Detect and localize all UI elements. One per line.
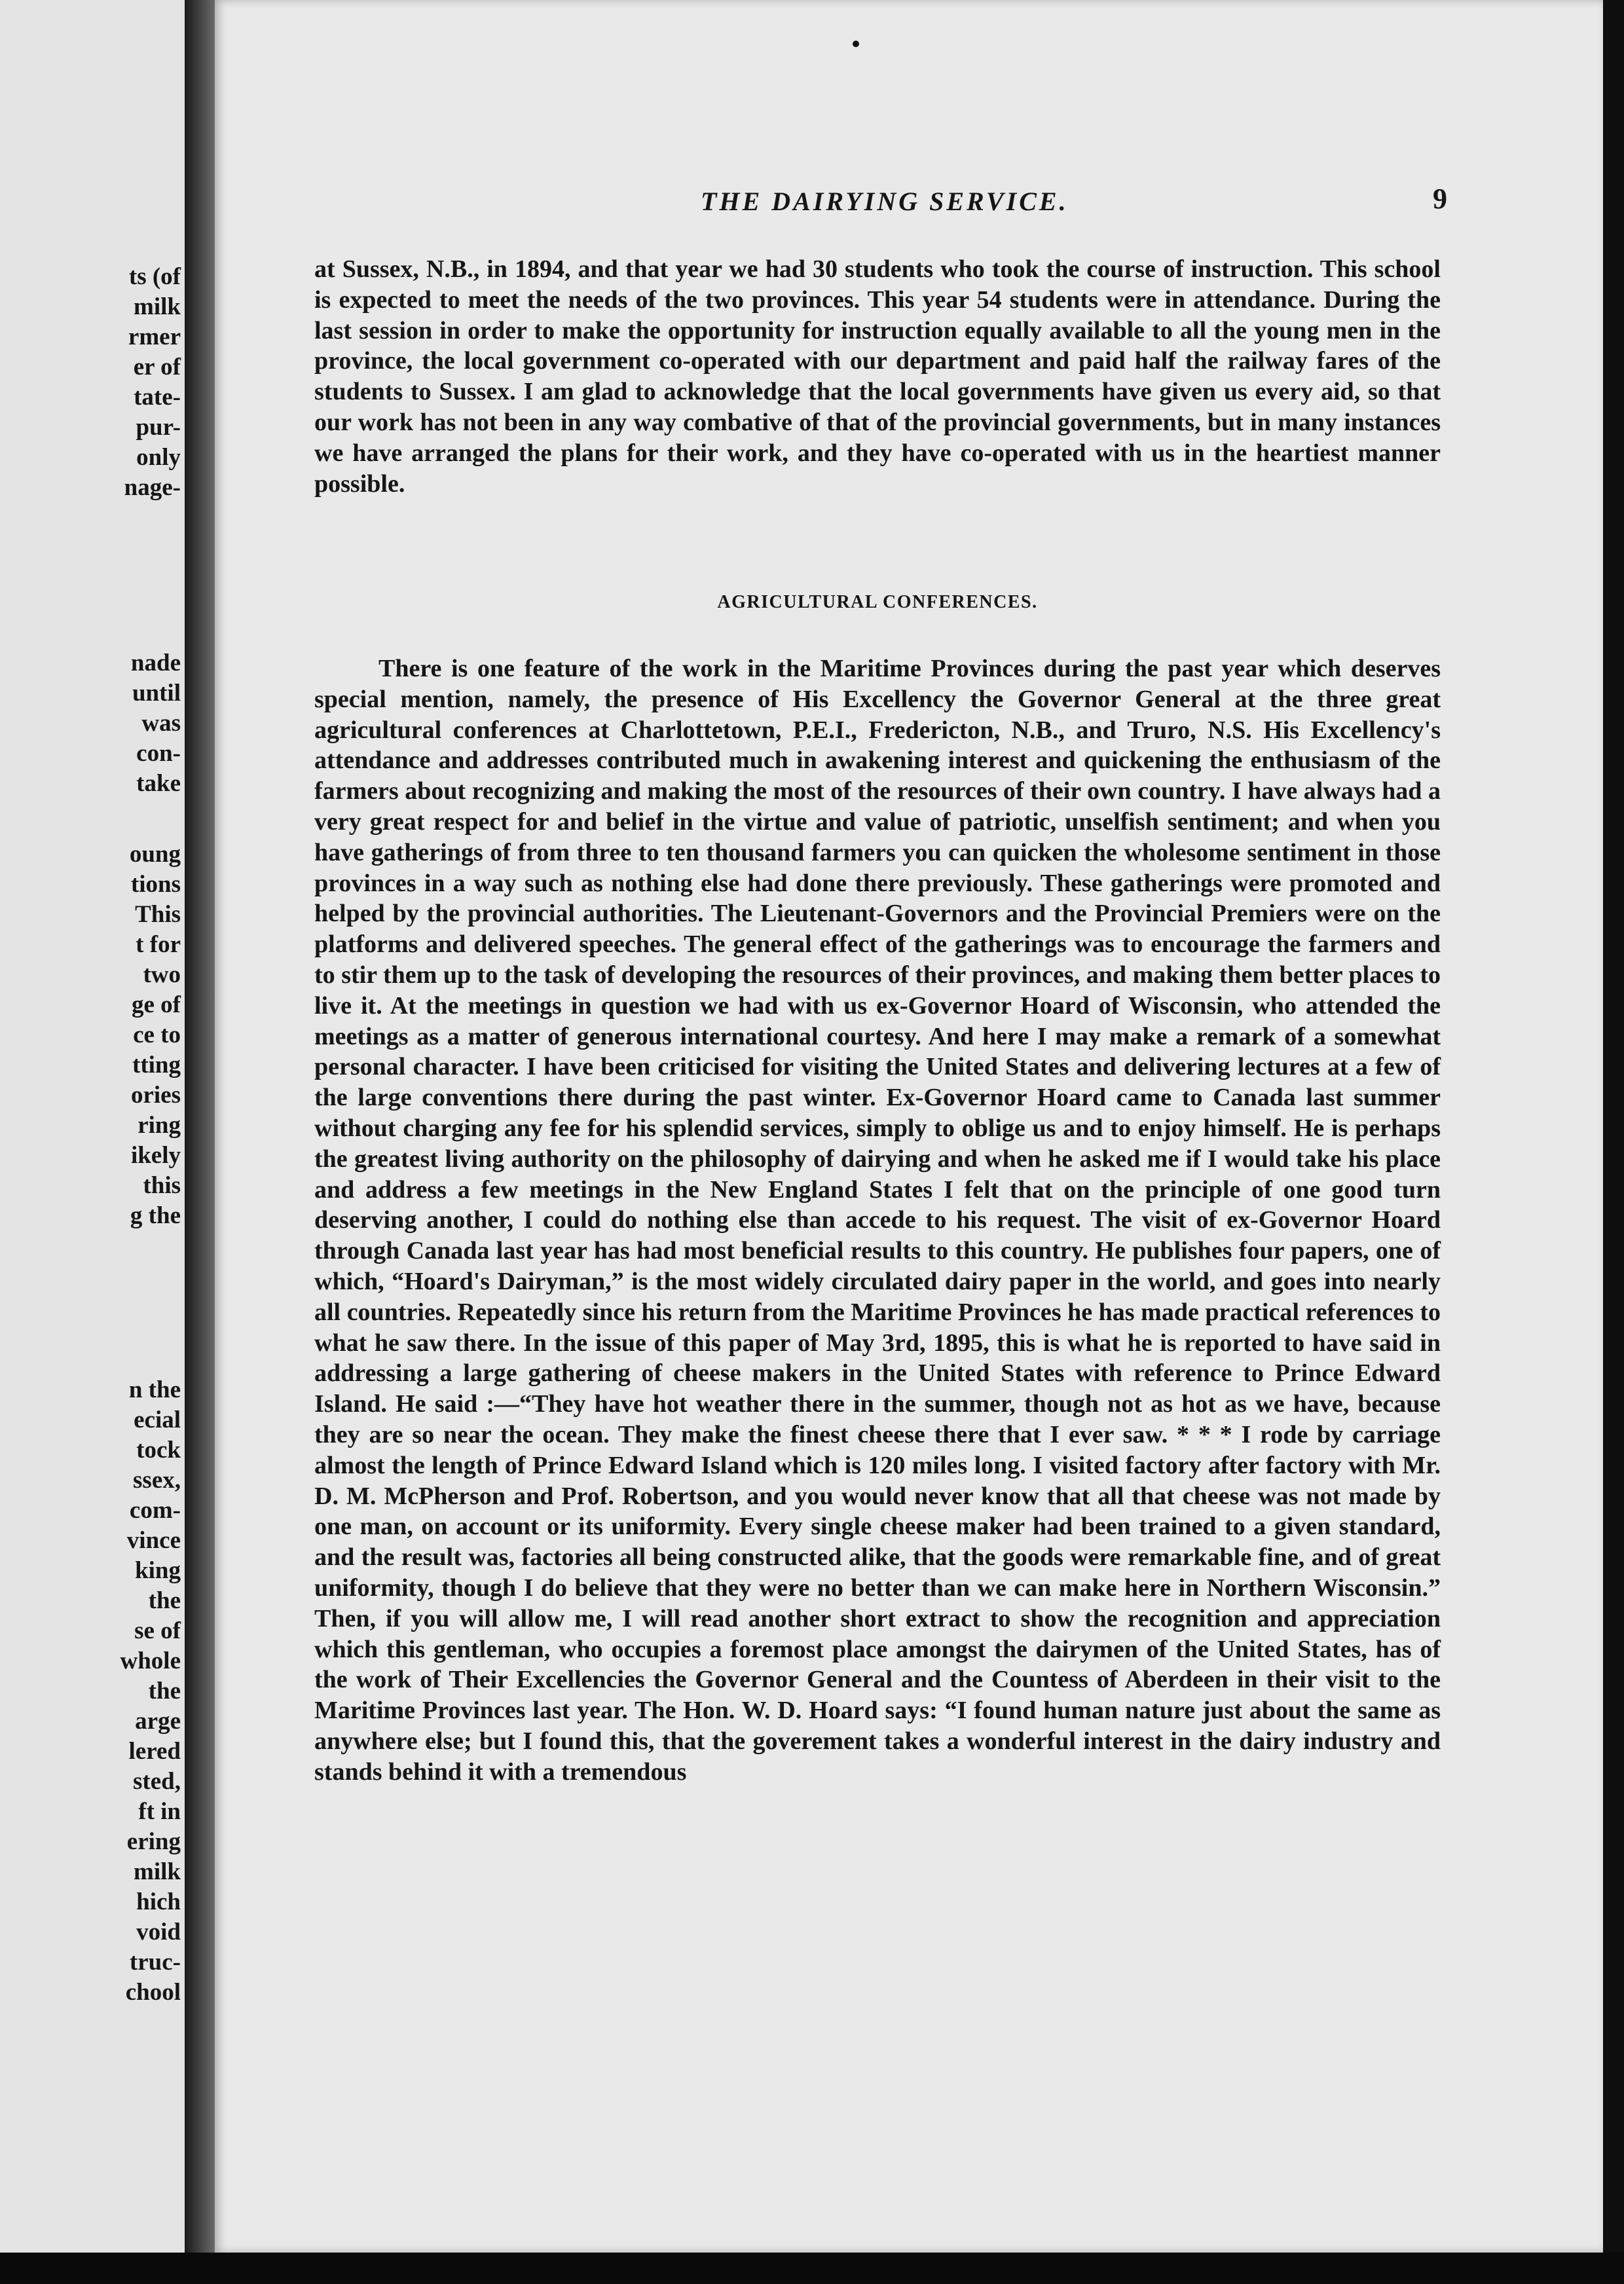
left-page-fragment-line: tock — [136, 1437, 181, 1464]
left-page-fragment-line: ts (of — [128, 263, 181, 290]
left-page-fragment-line: se of — [134, 1617, 181, 1644]
left-page-fragment-line: was — [141, 710, 181, 737]
left-page-fragment-line: sted, — [133, 1768, 181, 1795]
left-page-fragment-line: tions — [130, 871, 181, 898]
left-page-fragment-line: hich — [136, 1888, 181, 1915]
left-page-fragment-line: n the — [128, 1376, 181, 1403]
body-text — [314, 254, 1441, 1787]
left-page-fragment-line: whole — [120, 1648, 181, 1674]
left-page-fragment-line: ssex, — [133, 1467, 181, 1494]
paragraph-agricultural-conferences: There is one feature of the work in the Maritime Provinces during the past year which deserves special mention, namely, the presence of His Excellency the Governor General at the three great agricultural conferences at Charlottetown, P.E.I., Fredericton, N.B., and Truro, N.S. His Excellency's attendance and addresses contributed much in awakening interest and quickening the enthusiasm of the farmers about recognizing and making the most of the resources of their own country. I have always had a very great respect for and belief in the virtue and value of patriotic, unselfish sentiment; and when you have gatherings of from three to ten thousand farmers you can quicken the wholesome sentiment in those provinces in a way such as nothing else had done there previously. These gatherings were promoted and helped by the provincial authorities. The Lieutenant-Governors and the Provincial Premiers were on the platforms and delivered speeches. The general effect of the gatherings was to encourage the farmers and to stir them up to the task of developing the resources of their provinces, and making them better places to live it. At the meetings in question we had with us ex-Governor Hoard of Wisconsin, who attended the meetings as a matter of generous international courtesy. And here I may make a remark of a somewhat personal character. I have been criticised for visiting the United States and delivering lectures at a few of the large conventions there during the past winter. Ex-Governor Hoard came to Canada last summer without charging any fee for his splendid services, simply to oblige us and to enjoy himself. He is perhaps the greatest living authority on the philosophy of dairying and when he asked me if I would take his place and address a few meetings in the New England States I felt that on the principle of one good turn deserving another, I could do nothing else than accede to his request. The visit of ex-Governor Hoard through Canada last year has had most beneficial results to this country. He publishes four papers, one of which, “Hoard's Dairyman,” is the most widely circulated dairy paper in the world, and goes into nearly all countries. Repeatedly since his return from the Maritime Provinces he has made practical references to what he saw there. In the issue of this paper of May 3rd, 1895, this is what he is reported to have said in addressing a large gathering of cheese makers in the United States with reference to Prince Edward Island. He said :—“They have hot weather there in the summer, though not as hot as we have, because they are so near the ocean. They make the finest cheese there that I ever saw. * * * I rode by carriage almost the length of Prince Edward Island which is 120 miles long. I visited factory after factory with Mr. D. M. McPherson and Prof. Robertson, and you would never know that all that cheese was not made by one man, on account or its uniformity. Every single cheese maker had been trained to a given standard, and the result was, factories all being constructed alike, that the goods were remarkable fine, and of great uniformity, though I do believe that they were no better than we can make here in Northern Wisconsin.” Then, if you will allow me, I will read another short extract to show the recognition and appreciation which this gentleman, who occupies a foremost place amongst the dairymen of the United States, has of the work of Their Excellencies the Governor General and the Countess of Aberdeen in their visit to the Maritime Provinces last year. The Hon. W. D. Hoard says: “I found human nature just about the same as anywhere else; but I found this, that the goverement takes a wonderful interest in the dairy industry and stands behind it with a tremendous — [314, 655, 1441, 1786]
left-page-fragment-line: the — [148, 1587, 181, 1614]
left-page-fragment-line: truc- — [129, 1949, 181, 1976]
left-page-fragment-line: two — [143, 961, 181, 988]
left-page-fragment-line: ering — [126, 1828, 181, 1855]
left-page-fragment-line: ce to — [133, 1022, 181, 1048]
left-page-fragment-line: con- — [136, 740, 181, 767]
left-page-fragment-line: until — [132, 680, 181, 707]
left-page-fragment-line: ories — [130, 1082, 181, 1109]
left-page-fragment-line: t for — [136, 931, 181, 958]
left-page-fragment-line: pur- — [136, 414, 181, 441]
paragraph-sussex-school: at Sussex, N.B., in 1894, and that year we had 30 students who took the course of instruction. This school is expected to meet the needs of the two provinces. This year 54 students were in attendance. During the last session in order to make the opportunity for instruction equally available to all the young men in the province, the local government co-operated with our department and paid half the railway fares of the students to Sussex. I am glad to acknowledge that the local governments have given us every aid, so that our work has not been in any way combative of that of the provincial governments, but in many instances we have arranged the plans for their work, and they have co-operated with us in the heartiest manner possible. — [314, 255, 1441, 498]
running-title: THE DAIRYING SERVICE. — [701, 187, 1069, 216]
left-page-fragment-line: ge of — [132, 991, 181, 1018]
left-page-fragment-line: the — [148, 1678, 181, 1704]
left-page-fragment-line: milk — [134, 293, 181, 320]
page-header — [485, 182, 1447, 228]
left-facing-page — [0, 0, 185, 2253]
left-page-fragment-line: er of — [133, 354, 181, 380]
left-page-fragment-line: ring — [138, 1112, 181, 1139]
left-page-fragment-line: ft in — [138, 1798, 181, 1825]
left-page-fragment-line: g the — [130, 1202, 181, 1229]
scan-bottom-edge — [0, 2253, 1624, 2284]
page-gutter — [185, 0, 215, 2284]
left-page-fragment-line: ikely — [130, 1142, 181, 1169]
section-heading: AGRICULTURAL CONFERENCES. — [717, 592, 1038, 612]
left-page-fragment-line: lered — [128, 1738, 181, 1765]
left-page-fragment-line: com- — [129, 1497, 181, 1524]
left-page-fragment-line: tate- — [134, 384, 181, 411]
left-page-fragment-line: ecial — [134, 1407, 181, 1433]
left-page-fragment-line: milk — [134, 1858, 181, 1885]
left-page-fragment-line: king — [135, 1557, 181, 1584]
left-page-fragment-line: nage- — [124, 474, 181, 501]
left-page-fragment-line: rmer — [128, 323, 181, 350]
speck-mark — [853, 41, 859, 47]
left-page-fragment-line: take — [136, 770, 181, 797]
left-page-fragment-line: void — [136, 1919, 181, 1945]
page-number: 9 — [1433, 183, 1447, 215]
left-page-fragment-line: vince — [126, 1527, 181, 1554]
left-page-fragment-line: nade — [130, 650, 181, 676]
left-page-fragment-line: tting — [132, 1052, 181, 1078]
left-page-fragment-line: only — [136, 444, 181, 471]
left-page-fragment-line: This — [135, 901, 181, 928]
left-page-fragment-line: this — [143, 1172, 181, 1199]
left-page-fragment-line: oung — [129, 841, 181, 868]
left-page-fragment-line: chool — [125, 1979, 181, 2006]
left-page-fragment-line: arge — [135, 1708, 181, 1735]
